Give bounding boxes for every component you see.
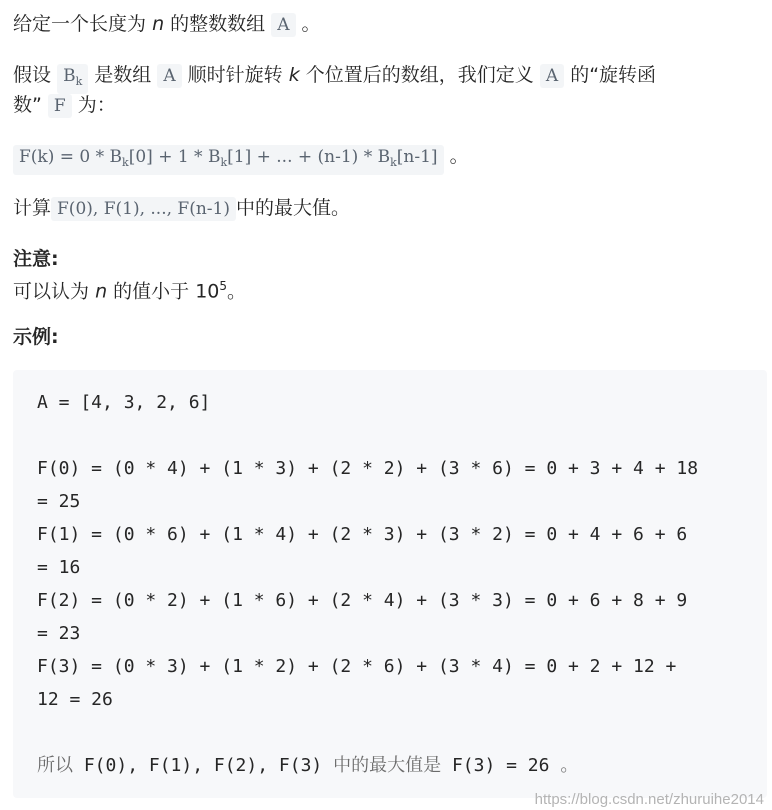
note-exponent: 5 bbox=[219, 279, 228, 293]
intro-text: 的整数数组 bbox=[170, 13, 266, 35]
var-k: k bbox=[288, 64, 300, 86]
code-F: F bbox=[48, 94, 72, 118]
definition-line-1 bbox=[13, 61, 656, 94]
watermark: https://blog.csdn.net/zhuruihe2014 bbox=[534, 791, 764, 808]
formula-code: $F(k) = 0 * B_k[0] + 1 * B_k[1]$ + ... + $(n-1) * B_k[n-1]$ bbox=[13, 145, 444, 175]
example-line: F(1) = (0 * 6) + (1 * 4) + (2 * 3) + (3 * 2) = 0 + 4 + 6 + 6 bbox=[37, 524, 688, 545]
example-line: 12 = 26 bbox=[37, 689, 113, 710]
note-text: 的值小于 bbox=[113, 280, 190, 303]
compute-line bbox=[13, 194, 350, 222]
example-line: F(0) = (0 * 4) + (1 * 3) + (2 * 2) + (3 * 6) = 0 + 3 + 4 + 18 bbox=[37, 458, 699, 479]
code-A: A bbox=[540, 64, 564, 88]
code-A: A bbox=[271, 13, 295, 37]
def-text: 个位置后的数组，我们定义 bbox=[305, 64, 534, 86]
definition-line-2 bbox=[13, 91, 116, 119]
example-conclusion: 所以 F(0), F(1), F(2), F(3) 中的最大值是 F(3) = 26 。 bbox=[37, 755, 579, 776]
code-A: A bbox=[157, 64, 181, 88]
note-text: 可以认为 bbox=[13, 280, 90, 303]
example-title: 示例: bbox=[13, 326, 59, 348]
example-line: F(3) = (0 * 3) + (1 * 2) + (2 * 6) + (3 * 4) = 0 + 2 + 12 + bbox=[37, 656, 677, 677]
note-line bbox=[13, 272, 246, 305]
compute-code: F(0), F(1), ..., F(n-1) bbox=[51, 197, 236, 221]
formula-end: 。 bbox=[449, 145, 469, 167]
intro-paragraph bbox=[13, 10, 321, 38]
intro-text: 给定一个长度为 bbox=[13, 13, 147, 35]
example-line: = 25 bbox=[37, 491, 81, 512]
compute-text: 中的最大值。 bbox=[235, 197, 350, 219]
def-text: 数” bbox=[13, 94, 42, 116]
example-line: = 23 bbox=[37, 623, 81, 644]
formula-line bbox=[13, 142, 469, 175]
def-text: 假设 bbox=[13, 64, 52, 86]
code-Bk: $B_k$ bbox=[57, 64, 88, 94]
note-base: 10 bbox=[195, 280, 220, 303]
def-text: 为： bbox=[77, 94, 116, 116]
def-text: 是数组 bbox=[94, 64, 152, 86]
example-line: A = [4, 3, 2, 6] bbox=[37, 392, 211, 413]
example-line: F(2) = (0 * 2) + (1 * 6) + (2 * 4) + (3 * 3) = 0 + 6 + 8 + 9 bbox=[37, 590, 688, 611]
example-line: = 16 bbox=[37, 557, 81, 578]
note-end: 。 bbox=[227, 280, 247, 303]
def-text: 的“旋转函 bbox=[570, 64, 657, 86]
compute-text: 计算 bbox=[13, 197, 52, 219]
var-n: n bbox=[95, 280, 108, 303]
def-text: 顺时针旋转 bbox=[187, 64, 283, 86]
note-title: 注意: bbox=[13, 248, 59, 270]
example-code-block bbox=[13, 370, 767, 798]
var-n: n bbox=[152, 13, 165, 35]
intro-end: 。 bbox=[301, 13, 321, 35]
